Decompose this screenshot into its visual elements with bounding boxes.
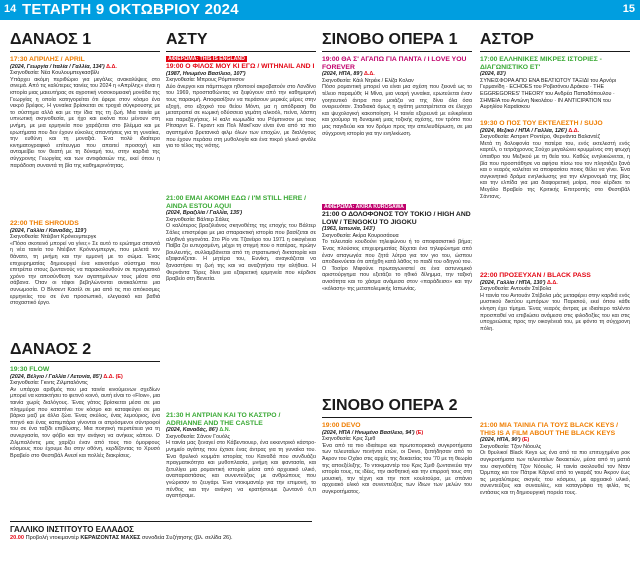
film-meta: (2024, Μεξικό / ΗΠΑ / Γαλλία, 126') Δ.Δ.: [480, 127, 580, 134]
film-director: Σκηνοθεσία: Κρις Σμιθ: [322, 436, 376, 443]
film-time-title: 22:00 THE SHROUDS: [10, 220, 79, 227]
film-director: Σκηνοθεσία: Βάλτερ Σάλες: [166, 216, 230, 223]
column-opera: [322, 31, 472, 495]
film-director: Σκηνοθεσία: Αστριντ Ροντέρο, Φερνάντα Βαλαντέζ: [480, 134, 600, 141]
film-entry: [322, 56, 472, 137]
film-meta: (2024, Γαλλία / ΗΠΑ, 130') Δ.Δ.: [480, 279, 558, 286]
page-number-left: 14: [4, 3, 17, 15]
film-rating: Δ.Δ.: [568, 127, 580, 134]
film-time-title: 21:00 Ο ΔΟΛΟΦΟΝΟΣ ΤΟΥ ΤΟΚΙΟ / HIGH AND LOW / TENGOKU TO JIGOKU: [322, 211, 471, 226]
venue-heading-danaos1: ΔΑΝΑΟΣ 1: [10, 32, 160, 52]
film-meta: (2024, Καναδάς, 86') Δ.Ν.: [166, 427, 231, 434]
film-time-title: 19:00 Ο ΦΙΛΟΣ ΜΟΥ ΚΙ ΕΓΩ / WITHNAIL AND I: [166, 63, 315, 70]
film-time-title: 19:00 ΘΑ Σ' ΑΓΑΠΩ ΓΙΑ ΠΑΝΤΑ / I LOVE YOU FOREVER: [322, 56, 467, 71]
film-synopsis: Υπάρχει ακόμη περιθώριο για μεγάλες ανακαλύψεις στο σινεμά. Από τις καλύτερες ταινίες του 2024 η «Απρίλης» είναι η ιστορία μιας μαιευτήρας σε αγροτική νοσοκομειακή μονάδα της Γεωργίας η οποία κατηγορείται ότι έφερε στον κόσμο ένα νεκρό βρέφος. Η γυναίκα βρίσκεται σε τροχιά σύγκρουσης με το σύστημα αλλά και με την ίδια της τη ζωή. Μια ταινία με υπνωτική σκηνοθεσία, με ήχο και εικόνα που μένουν στη μνήμη, με μια ερμηνεία που χαράζεται στο βλέμμα και με ερωτήματα που δεν έχουν εύκολες απαντήσεις για τη γυναίκα, την ευθύνη και τη μοναξιά. Ένα πολύ ιδιαίτερο κινηματογραφικό επίτευγμα που απαιτεί προσοχή και ανταμείβει τον θεατή με τη δύναμή του, στην καρδιά της σύγχρονης Γεωργίας και των αντιφάσεών της, εκεί όπου η παράδοση συναντά τη βία της καθημερινότητας.: [10, 76, 160, 169]
venue-heading-danaos2: ΔΑΝΑΟΣ 2: [10, 342, 160, 362]
film-rating: (Ε): [416, 429, 424, 436]
film-entry: [166, 195, 316, 283]
page-header: [0, 0, 640, 20]
film-entry: [166, 56, 316, 150]
gallic-institute-box: [10, 521, 312, 542]
film-meta: (1987, Ηνωμένο Βασίλειο, 107'): [166, 70, 246, 77]
film-time-title: 17:30 ΑΠΡΙΛΗΣ / APRIL: [10, 56, 85, 63]
film-meta: (2024, Γαλλία / Καναδάς, 119'): [10, 227, 87, 234]
film-meta: (2024, ΗΠΑ / Ηνωμένο Βασίλειο, 94') (Ε): [322, 429, 424, 436]
page-date-title: ΤΕΤΑΡΤΗ 9 ΟΚΤΩΒΡΙΟΥ 2024: [22, 1, 239, 18]
film-synopsis: Η ταινία μας ξεναγεί στο Κάβεντιουερ, ένα εκκεντρικό κάστρο-μνημείο αγάπης που έχτισε ένας άντρας για τη γυναίκα του. Ένα θρυλικό κομμάτι ιστορίας του Καναδά που συνδυάζει πραγματικότητα και μυθοπλασία, μνήμη και φαντασία, και ξετυλίγει μια ρομαντική ιστορία μέσα από αρχειακό υλικό, αναπαραστάσεις και συνεντεύξεις με ανθρώπους που γνώρισαν το ζευγάρι. Ένα ντοκιμαντέρ για την επιμονή, το πένθος και την ανάγκη να κρατήσουμε ζωντανό ό,τι αγαπήσαμε.: [166, 440, 316, 500]
film-meta: (2024, ΗΠΑ, 89') Δ.Δ.: [322, 71, 375, 78]
film-time-title: 17:00 ΕΛΛΗΝΙΚΕΣ ΜΙΚΡΕΣ ΙΣΤΟΡΙΕΣ - ΔΙΑΓΩΝΙΣΤΙΚΟ ΕΤ': [480, 56, 602, 71]
film-director: Σκηνοθεσία: Νέα Κουλουμπεγκασβίλι: [10, 70, 99, 77]
gallic-time: 20.00: [10, 535, 24, 541]
film-director: Σκηνοθεσία: Μπρους Ρόμπινσον: [166, 77, 245, 84]
film-director: Σκηνοθεσία: Σάνον Γουόλς: [166, 433, 231, 440]
column-astu: [166, 31, 316, 500]
film-director: Σκηνοθεσία: Τζον Νόουλς: [480, 443, 542, 450]
film-rating: Δ.Δ.: [546, 279, 558, 286]
film-synopsis: «Πόσο σκοτεινό μπορεί να γίνει;» Σε αυτό το ερώτημα απαντά η νέα ταινία του Ντέιβιντ Κρόνενμπεργκ, που μελετά τον θάνατο, τη μνήμη και την εμμονή με το σώμα. Ένας επιχειρηματίας δημιουργεί ένα καινοτόμο σύστημα που επιτρέπει στους ζωντανούς να παρακολουθούν σε πραγματικό χρόνο την αποσύνθεση των αγαπημένων τους μέσα στα σάβανα. Όταν οι τάφοι βεβηλώνονται ανακαλύπτει μια συνωμοσία. Ο Βίνσεντ Κασέλ σε μια από τις πιο απόκοσμες ερμηνείες του σε ένα προσωπικό, ελεγειακό και βαθιά στοχαστικό έργο.: [10, 240, 160, 307]
film-rating: Δ.Δ. (Ε): [103, 373, 123, 380]
film-rating: (Ε): [522, 437, 530, 444]
film-director: Σκηνοθεσία: Γκιντς Ζιλμπαλόντις: [10, 380, 88, 387]
film-time-title: 22:00 ΠΡΟΣΕΥΧΑΝ / BLACK PASS: [480, 272, 591, 279]
film-synopsis: Η ταινία του Αντουάν Στέβολα μάς μεταφέρει στην καρδιά ενός μυστικού δικτύου εμπόρων του Παρισιού, εκεί όπου κάθε κίνηση έχει τίμημα. Ένας νεαρός άντρας με ιδιαίτερο ταλέντο προσπαθεί να επιβιώσει ανάμεσα στις φιλοδοξίες του και στις υποχρεώσεις προς την οικογένειά του, με φόντο τη σύγχρονη πόλη.: [480, 292, 630, 332]
gallic-text: Προβολή ντοκιμαντέρ: [25, 535, 79, 541]
venue-heading-opera1: ΣΙΝΟΒΟ ΟΠΕΡΑ 1: [322, 32, 472, 52]
film-rating: Δ.Ν.: [219, 427, 231, 434]
column-danaos: [10, 31, 161, 459]
film-synopsis: Πόσο ρομαντική μπορεί να είναι μια σχέση που ξεκινά ως το τέλειο παραμύθι; Η Μίνα, μια νεαρή γυναίκα, ερωτεύεται έναν γοητευτικό άντρα που μοιάζει να της δίνει όλα όσα ονειρευόταν. Σταδιακά όμως η αγάπη μετατρέπεται σε έλεγχο και ψυχολογική κακοποίηση. Η ταινία εξερευνά με ειλικρίνεια και χιούμορ τη δυναμική μιας τοξικής σχέσης, τον τρόπο που μας παγιδεύει και τον δρόμο προς την απελευθέρωση, σε μια σύγχρονη ιστορία για την ενηλικίωση.: [322, 84, 472, 137]
gallic-institute-title: ΓΑΛΛΙΚΟ ΙΝΣΤΙΤΟΥΤΟ ΕΛΛΑΔΟΣ: [10, 525, 134, 534]
gallic-film-name: ΚΕΡΑΙΖΟΝΤΑΣ ΜΑΧΕΣ: [80, 535, 141, 541]
film-short-list: ΣΥΝΕΙΣΦΟΡΑ ΑΠΟ ΕΝΑ ΒΕΛΤΙΩΤΟΥ ΤΑΞΙΔΙ του Αρνόρι Γερμανίδη · ECHOES του Ροβισόνου Δράκου · THE EGGREGORES' THEORY του Ανδρέα Παπαδόπουλου · ΣΗΜΕΙΑ του Αντώνη Νικολάου · ΙΝ ANTICIPATION του Αυρηλίου Καραϊσκου: [480, 77, 617, 111]
film-rating: Δ.Δ.: [364, 71, 375, 78]
film-synopsis: Οι θρυλικοί Black Keys ως ένα από τα πιο επιτυχημένα ροκ συγκροτήματα των τελευταίων δεκαετιών, μέσα από τη ματιά του σκηνοθέτη Τζον Νόουλς. Η ταινία ακολουθεί τον Νταν Ώρμπαχ και τον Πάτρικ Κάρνεϊ από το γκαράζ του Άκρον έως τις μεγαλύτερες σκηνές του κόσμου, με αρχειακό υλικό, συνεντεύξεις και συναυλίες, και καταγράφει τη φιλία, τις εντάσεις και τη δημιουργική πορεία τους.: [480, 450, 630, 496]
film-meta: (2024, 83'): [480, 71, 506, 78]
film-rating: Δ.Δ.: [106, 63, 117, 70]
film-meta: (2024, Γεωργία / Ιταλία / Γαλλία, 134') Δ.Δ.: [10, 63, 117, 70]
film-entry: [10, 56, 160, 169]
film-entry: [10, 220, 160, 307]
film-entry: [480, 56, 630, 111]
gallic-institute-line: [10, 535, 312, 542]
film-entry: [480, 272, 630, 332]
film-synopsis: Δύο άνεργοι και πάμπτωχοι ηθοποιοί ακροβατούν στο Λονδίνο του 1969, προσπαθώντας να ξεφύγουν από την καθημερινή τους παρακμή. Αποφασίζουν να περάσουν μερικές μέρες στην εξοχή, στο εξοχικό του θείου Μόντι, μα η απόδραση θα μετατραπεί σε κωμική οδύσσεια γεμάτη αλκοόλ, πείνα, λάσπη και παρεξηγήσεις. Η καλτ κωμωδία του Ρόμπινσον με τους Ρίτσαρντ Ε. Γκραντ και Πολ ΜακΓκαν είναι ένα από τα πιο αγαπημένα βρετανικά φιλμ όλων των εποχών, με διαλόγους που έχουν περάσει στη μυθολογία και ένα πικρό γλυκό φινάλε για το τέλος της νιότης.: [166, 83, 316, 150]
film-meta: (2024, Βέλγιο / Γαλλία / Λετονία, 85') Δ.Δ. (Ε): [10, 373, 123, 380]
film-synopsis: Το τελευταίο κουδούνι τηλεφώνου ή το αποφασιστικό βήμα; Ένας πλούσιος επιχειρηματίας δέχεται ένα τηλεφώνημα από έναν απαγωγέα που ζητά λύτρα για τον γιο του, ώσπου αποδεικνύεται ότι απήχθη κατά λάθος το παιδί του οδηγού του. Ο Τοσίρο Μιφούνε πρωταγωνιστεί σε ένα αστυνομικό αριστούργημα που εξετάζει το ηθικό δίλημμα, την ταξική ανισότητα και το χάσμα ανάμεσα στον «παράδεισο» και την «κόλαση» της μεταπολεμικής Ιαπωνίας.: [322, 239, 472, 292]
film-entry: [480, 422, 630, 497]
venue-heading-opera2: ΣΙΝΟΒΟ ΟΠΕΡΑ 2: [322, 398, 472, 418]
film-synopsis: Αν υπάρχει αριθμός που μια ταινία κινούμενων σχεδίων μπορεί να κατακτήσει το φετινό κοινό, αυτή είναι το «Flow», μια ταινία χωρίς διαλόγους. Ένας γάτος βρίσκεται μέσα σε μια πλημμύρα που καταπίνει τον κόσμο και καταφεύγει σε μια βάρκα μαζί με άλλα ζώα. Ένας σκύλος, ένας λεμούριος, ένα πτηνό και ένας καπιμπάρα γίνονται οι απρόσμενοι σύντροφοί του σε ένα ταξίδι επιβίωσης. Μια ποιητική περιπέτεια για τη συνεργασία, τον φόβο και την ανάγκη να ανήκεις κάπου. Ο Ζιλμπαλόντις μας χαρίζει έναν από τους πιο όμορφους κόσμους που έχουμε δει στην οθόνη, κερδίζοντας το Χρυσό Βραβείο στο Φεστιβάλ Ανεσί και πολλές διακρίσεις.: [10, 386, 161, 459]
film-entry: [322, 204, 472, 292]
film-meta: (2024, Βραζιλία / Γαλλία, 135'): [166, 210, 243, 217]
film-entry: [322, 422, 472, 496]
film-entry: [480, 120, 630, 200]
film-synopsis: Ο καλύτερος βραζιλιάνος σκηνοθέτης της εποχής του Βάλτερ Σάλες επιστρέφει με μια σπαρακτική ιστορία που βασίζεται σε αληθινά γεγονότα. Στο Ρίο ντε Τζανέιρο του 1971 η οικογένεια Παΐβα ζει ευτυχισμένη, μέχρι τη στιγμή που ο πατέρας, πρώην βουλευτής, συλλαμβάνεται από τη στρατιωτική δικτατορία και εξαφανίζεται. Η μητέρα του, Ευνίκη, αναγκάζεται να ξαναστήσει τη ζωή της και να αναζητήσει την αλήθεια. Η Φερνάντα Τόρες δίνει μια εξαιρετική ερμηνεία που κέρδισε βραβείο στη Βενετία.: [166, 223, 316, 283]
column-astor: [480, 31, 630, 496]
film-synopsis: Ένα από τα πιο ιδιαίτερα και πρωτοποριακά συγκροτήματα των τελευταίων πενήντα ετών, οι Devo, ξεπήδησαν από το Άκρον του Οχάιο στις αρχές της δεκαετίας του '70 με τη θεωρία της αποεξέλιξης. Το ντοκιμαντέρ του Κρις Σμιθ ζωντανεύει την ιστορία τους, τις ιδέες, την αισθητική και την επιρροή τους στη μουσική, την τέχνη και την ποπ κουλτούρα, με σπάνιο αρχειακό υλικό και συνεντεύξεις των ίδιων των μελών του συγκροτήματος.: [322, 442, 472, 495]
venue-heading-astu: ΑΣΤΥ: [166, 32, 316, 52]
film-time-title: 19:00 DEVO: [322, 422, 361, 429]
film-entry: [166, 412, 316, 500]
film-time-title: 19:30 FLOW: [10, 366, 50, 373]
film-time-title: 19:30 Ο ΠΟΣ ΤΟΥ ΕΚΤΕΛΕΣΤΗ / SUJO: [480, 120, 603, 127]
page-number-right: 15: [622, 3, 635, 15]
film-time-title: 21:00 ΜΙΑ ΤΑΙΝΙΑ ΓΙΑ ΤΟΥΣ BLACK KEYS / THIS IS A FILM ABOUT THE BLACK KEYS: [480, 422, 619, 437]
film-entry: [10, 366, 160, 459]
film-time-title: 21:30 Η ΑΝΤΡΙΑΝ ΚΑΙ ΤΟ ΚΑΣΤΡΟ / ADRIANNE AND THE CASTLE: [166, 412, 281, 427]
film-director: Σκηνοθεσία: Αντουάν Στέβολα: [480, 286, 552, 293]
film-time-title: 21:00 ΕΜΑΙ ΑΚΟΜΗ ΕΔΩ / I'M STILL HERE / AINDA ESTOU AQUI: [166, 195, 307, 210]
tribute-tag: ΑΦΙΕΡΩΜΑ: AKIRA KUROSAWA: [324, 204, 404, 210]
film-director: Σκηνοθεσία: Κάιλ Ντρέικ / Ελίζα Κολαν: [322, 77, 414, 84]
venue-heading-astor: ΑΣΤΟΡ: [480, 32, 630, 52]
film-director: Σκηνοθεσία: Ακίρα Κουροσάουα: [322, 232, 399, 239]
film-meta: (2024, ΗΠΑ, 90') (Ε): [480, 437, 530, 444]
film-synopsis: Μετά τη δολοφονία του πατέρα του, ενός εκτελεστή ενός καρτέλ, ο τετράχρονος Σούχο μεγαλώνει κρυμμένος στη φτωχή ύπαιθρο του Μεξικού με τη θεία του. Καθώς ενηλικιώνεται, η βία που προσπάθησε να αφήσει πίσω του τον πλησιάζει ξανά και ο νεαρός καλείται να αποφασίσει ποιος θέλει να γίνει. Ένα συγκινητικό δράμα ενηλικίωσης για την κληρονομιά της βίας και την ελπίδα για μια διαφορετική μοίρα, που κέρδισε το Μεγάλο Βραβείο της Κριτικής Επιτροπής στο Φεστιβάλ Σάντανς.: [480, 140, 630, 200]
film-meta: (1963, Ιαπωνία, 143'): [322, 226, 375, 233]
film-director: Σκηνοθεσία: Ντέιβιντ Κρόνενμπεργκ: [10, 234, 97, 241]
tribute-tag: ΑΦΙΕΡΩΜΑ: THIS IS ENGLAND: [168, 56, 245, 62]
gallic-tail: συνοδεία Συζήτησης (βλ. σελίδα 26).: [141, 535, 233, 541]
